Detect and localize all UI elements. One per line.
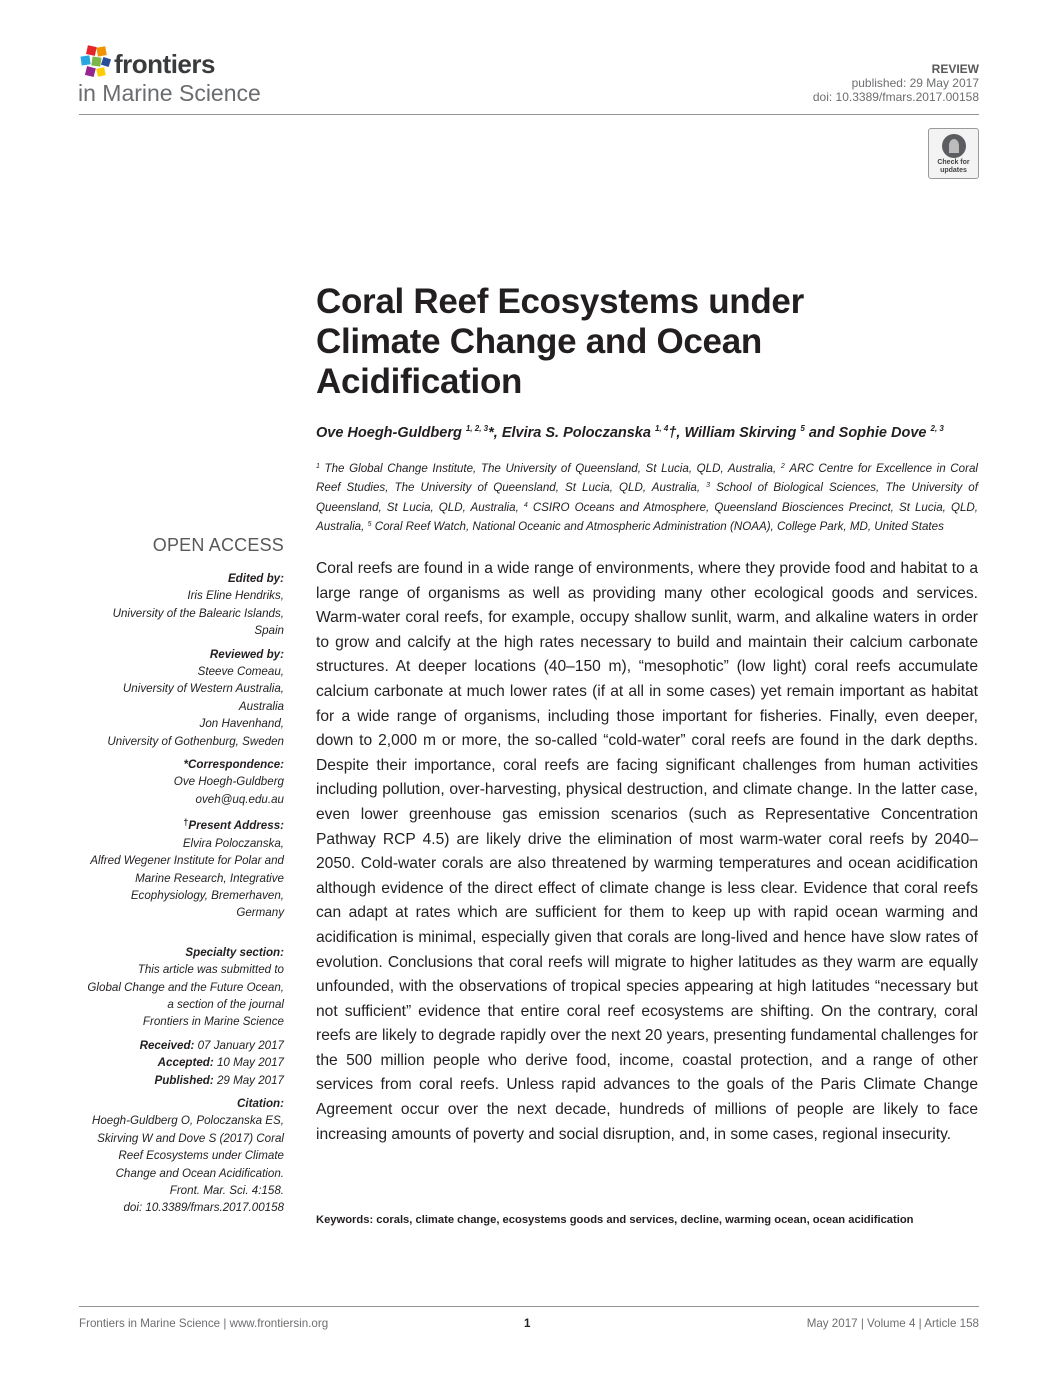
reviewer-line: Jon Havenhand, (199, 717, 284, 731)
article-title: Coral Reef Ecosystems under Climate Change and Ocean Acidification (316, 282, 804, 401)
edited-by-heading: Edited by: (227, 572, 284, 585)
address-line: Germany (236, 906, 284, 920)
citation-line: Hoegh-Guldberg O, Poloczanska ES, (91, 1114, 284, 1128)
editor-line: Iris Eline Hendriks, (187, 589, 284, 603)
author-name[interactable]: Elvira S. Poloczanska (501, 425, 651, 441)
article-meta (813, 62, 979, 104)
accepted-date: Accepted: 10 May 2017 (157, 1056, 284, 1070)
specialty-line: a section of the journal (167, 997, 284, 1011)
received-date: Received: 07 January 2017 (139, 1038, 284, 1052)
footer-issue-info: May 2017 | Volume 4 | Article 158 (806, 1317, 979, 1330)
reviewer-line: University of Western Australia, (122, 682, 284, 696)
article-sidebar (60, 534, 284, 1217)
header-rule (79, 114, 979, 115)
keywords-label: Keywords: (316, 1214, 374, 1226)
footer-rule (79, 1306, 979, 1307)
reviewer-line: University of Gothenburg, Sweden (107, 734, 284, 748)
check-updates-icon (942, 134, 966, 158)
footer-journal-link[interactable]: Frontiers in Marine Science | www.frontiersin.org (79, 1317, 329, 1330)
author-name[interactable]: William Skirving (684, 425, 797, 441)
check-updates-label: Check for updates (937, 159, 970, 174)
specialty-line: This article was submitted to (137, 963, 284, 977)
article-type: REVIEW (931, 62, 979, 76)
specialty-line: Frontiers in Marine Science (142, 1015, 284, 1029)
affiliations: $^1$ The Global Change Institute, The University of Queensland, St Lucia, QLD, Australia, $^2$ ARC Centre for Excellence in Coral Reef Studies, The University of Queensland, St Lucia, QLD, Australia, $^3$ School of Biological Sciences, The University of Queensland, St Lucia, QLD, Australia, $^4$ CSIRO Oceans and Atmosphere, Queensland Biosciences Precinct, St Lucia, QLD, Australia, $^5$ Coral Reef Watch, National Oceanic and Atmospheric Administration (NOAA), College Park, MD, United States (316, 462, 979, 533)
reviewer-line: Steeve Comeau, (197, 665, 284, 679)
correspondence-email[interactable]: oveh@uq.edu.au (195, 792, 284, 806)
journal-logo (78, 44, 318, 108)
reviewer-line: Australia (238, 699, 284, 713)
address-line: Marine Research, Integrative (135, 871, 284, 885)
published-date-sidebar: Published: 29 May 2017 (154, 1073, 284, 1087)
correspondence-name: Ove Hoegh-Guldberg (173, 775, 284, 789)
citation-doi[interactable]: doi: 10.3389/fmars.2017.00158 (123, 1201, 284, 1215)
keywords (316, 1214, 996, 1226)
published-date: published: 29 May 2017 (851, 76, 979, 90)
article-doi[interactable]: doi: 10.3389/fmars.2017.00158 (812, 90, 979, 104)
address-line: Elvira Poloczanska, (182, 836, 284, 850)
address-line: Ecophysiology, Bremerhaven, (130, 888, 284, 902)
editor-line: Spain (254, 624, 284, 638)
reviewed-by-heading: Reviewed by: (209, 647, 284, 661)
open-access-label: OPEN ACCESS (152, 535, 284, 555)
logo-journal-name: in Marine Science (78, 80, 261, 106)
citation-line: Reef Ecosystems under Climate (118, 1149, 284, 1163)
frontiers-logo-icon (78, 44, 112, 80)
correspondence-heading: *Correspondence: (183, 758, 284, 772)
citation-line: Skirving W and Dove S (2017) Coral (97, 1131, 284, 1145)
specialty-heading: Specialty section: (185, 945, 284, 959)
present-address-heading: †Present Address: (183, 817, 284, 833)
citation-line: Front. Mar. Sci. 4:158. (169, 1184, 284, 1197)
abstract-text: Coral reefs are found in a wide range of environments, where they provide food and habitat to a large range of organisms as well as providing many other ecological goods and services. Warm-water coral reefs, for example, occupy shallow sunlit, warm, and alkaline waters in order to grow and calcify at the high rates necessary to build and maintain their calcium carbonate structures. At deeper locations (40–150 m), “mesophotic” (low light) coral reefs accumulate calcium carbonate at much lower rates (if at all in some cases) yet remain important as habitat for a wide range of organisms, including those important for fisheries. Finally, even deeper, down to 2,000 m or more, the so-called “cold-water” coral reefs are found in the dark depths. Despite their importance, coral reefs are facing significant challenges from human activities including pollution, over-harvesting, physical destruction, and climate change. In the latter case, even lower greenhouse gas emission scenarios (such as Representative Concentration Pathway RCP 4.5) are likely drive the elimination of most warm-water coral reefs by 2040–2050. Cold-water corals are also threatened by warming temperatures and ocean acidification although evidence of the direct effect of climate change is less clear. Evidence that coral reefs can adapt at rates which are sufficient for them to keep up with rapid ocean warming and acidification is minimal, especially given that corals are long-lived and hence have slow rates of evolution. Conclusions that coral reefs will migrate to higher latitudes as they warm are equally unfounded, with the observations of tropical species appearing at high latitudes “necessary but not sufficient” evidence that entire coral reef ecosystems are shifting. On the contrary, coral reefs are likely to degrade rapidly over the next 20 years, presenting fundamental challenges for the 500 million people who derive food, income, coastal protection, and a range of other services from coral reefs. Unless rapid advances to the goals of the Paris Climate Change Agreement occur over the next decade, hundreds of millions of people are likely to face increasing amounts of poverty and social disruption, and, in some cases, regional insecurity. (316, 560, 978, 1143)
author-list: Ove Hoegh-Guldberg $^{1, 2, 3}$*, Elvira S. Poloczanska $^{1, 4}$†, William Skirving $^5$ and Sophie Dove $^{2, 3}$ (316, 424, 944, 441)
editor-line: University of the Balearic Islands, (112, 606, 284, 620)
specialty-line: Global Change and the Future Ocean, (87, 980, 284, 994)
author-name[interactable]: Sophie Dove (838, 425, 927, 441)
keywords-list: corals, climate change, ecosystems goods and services, decline, warming ocean, ocean acidification (373, 1214, 914, 1226)
citation-heading: Citation: (236, 1096, 284, 1110)
citation-line: Change and Ocean Acidification. (115, 1166, 284, 1180)
author-name[interactable]: Ove Hoegh-Guldberg (316, 425, 462, 441)
page-number: 1 (524, 1317, 531, 1330)
address-line: Alfred Wegener Institute for Polar and (90, 854, 284, 868)
logo-wordmark: frontiers (114, 49, 215, 79)
check-for-updates-button[interactable] (928, 128, 979, 179)
